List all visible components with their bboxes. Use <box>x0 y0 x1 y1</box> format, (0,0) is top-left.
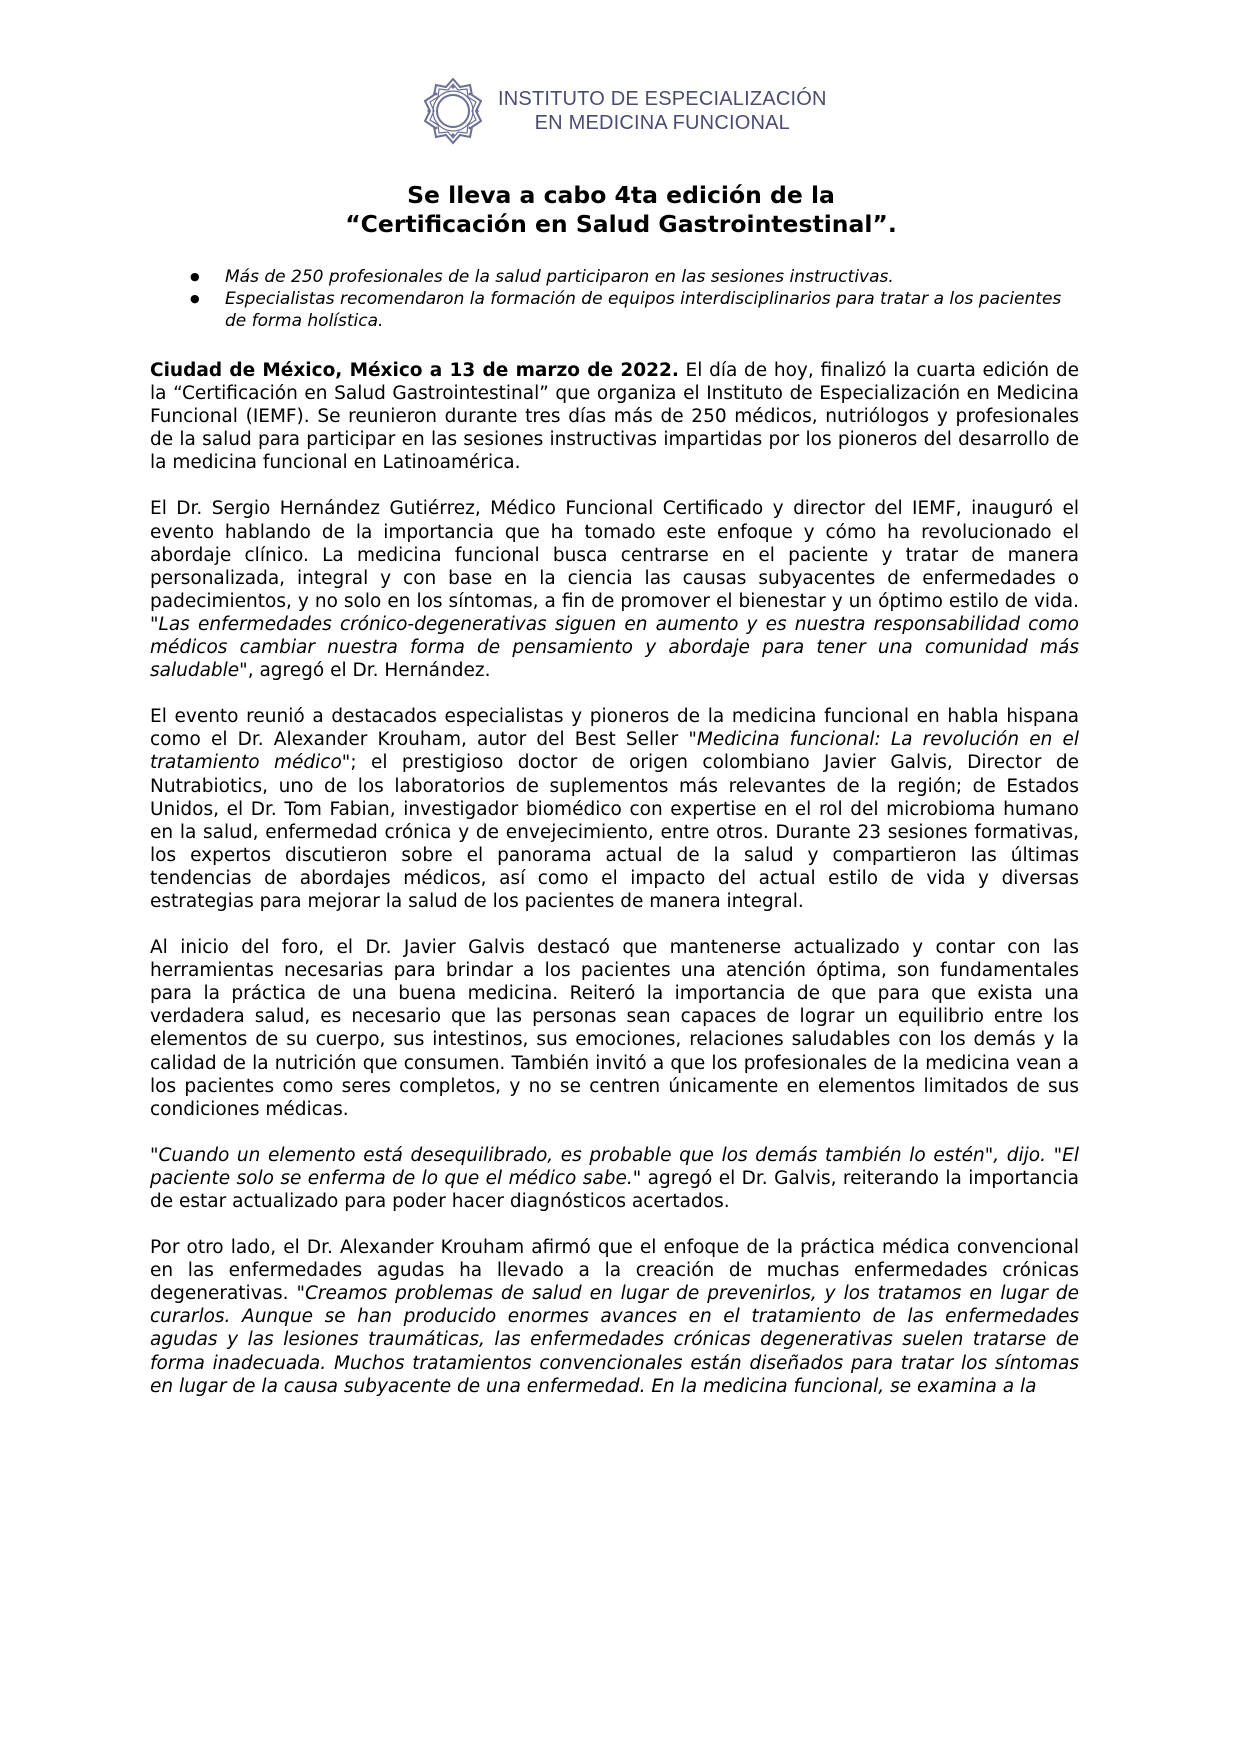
institute-name <box>498 87 827 135</box>
quote-krouham: "Creamos problemas de salud en lugar de prevenirlos, y los tratamos en lugar de curarlos. Aunque se han producido enormes avances en el tratamiento de las enfermedades agudas y las lesiones traumáticas, las enfermedades crónicas degenerativas suelen tratarse de forma inadecuada. Muchos tratamientos convencionales están diseñados para tratar los síntomas en lugar de la causa subyacente de una enfermedad. En la medicina funcional, se examina a la <box>150 1283 1079 1397</box>
press-release-title <box>0 181 1242 239</box>
highlight-item: ● Especialistas recomendaron la formación de equipos interdisciplinarios para tratar a los pacientes de forma holística. <box>188 288 1068 332</box>
paragraph-galvis-quote <box>150 1144 1079 1213</box>
title-line1: Se lleva a cabo 4ta edición de la <box>407 181 835 209</box>
paragraph-intro <box>150 359 1079 474</box>
paragraph-galvis <box>150 936 1079 1121</box>
quote-hernandez: "Las enfermedades crónico-degenerativas siguen en aumento y es nuestra responsabilidad como médicos cambiar nuestra forma de pensamiento y abordaje para tener una comunidad más saludable" <box>150 613 1079 682</box>
paragraph-text: , agregó el Dr. Hernández. <box>247 660 491 682</box>
paragraph-text: ; el prestigioso doctor de origen colombiano Javier Galvis, Director de Nutrabiotics, uno de los laboratorios de suplementos más relevantes de la región; de Estados Unidos, el Dr. Tom Fabian, investigador biomédico con expertise en el rol del microbioma humano en la salud, enfermedad crónica y de envejecimiento, entre otros. Durante 23 sesiones formativas, los expertos discutieron sobre el panorama actual de la salud y compartieron las últimas tendencias de abordajes médicos, así como el impacto del actual estilo de vida y diversas estrategias para mejorar la salud de los pacientes de manera integral. <box>150 752 1079 912</box>
institute-name-line2: EN MEDICINA FUNCIONAL <box>534 112 790 134</box>
paragraph-text: agregó el Dr. Galvis, reiterando la importancia de estar actualizado para poder hacer diagnósticos acertados. <box>150 1167 1080 1212</box>
paragraph-inauguration <box>150 497 1079 682</box>
institute-logo <box>420 75 827 147</box>
paragraph-krouham <box>150 1236 1079 1398</box>
paragraph-text: Por otro lado, el Dr. Alexander Krouham afirmó que el enfoque de la práctica médica convencional en las enfermedades agudas ha llevado a la creación de muchas enfermedades crónicas degenerativas. <box>150 1237 1079 1305</box>
paragraph-text: Al inicio del foro, el Dr. Javier Galvis destacó que mantenerse actualizado y contar con las herramientas necesarias para brindar a los pacientes una atención óptima, son fundamentales para la práctica de una buena medicina. Reiteró la importancia de que para que exista una verdadera salud, es necesario que las personas sean capaces de lograr un equilibrio entre los elementos de su cuerpo, sus intestinos, sus emociones, relaciones saludables con los demás y la calidad de la nutrición que consumen. También invitó a que los profesionales de la medicina vean a los pacientes como seres completos, y no se centren únicamente en elementos limitados de sus condiciones médicas. <box>150 937 1079 1120</box>
quote-galvis: "Cuando un elemento está desequilibrado, es probable que los demás también lo estén", dijo. "El paciente solo se enferma de lo que el médico sabe." <box>150 1144 1079 1189</box>
paragraph-text: El evento reunió a destacados especialistas y pioneros de la medicina funcional en habla hispana como el Dr. Alexander Krouham, autor del Best Seller <box>150 706 1079 751</box>
paragraph-text: El Dr. Sergio Hernández Gutiérrez, Médico Funcional Certificado y director del IEMF, inauguró el evento hablando de la importancia que ha tomado este enfoque y cómo ha revolucionado el abordaje clínico. La medicina funcional busca centrarse en el paciente y tratar de manera personalizada, integral y con base en la ciencia las causas subyacentes de enfermedades o padecimientos, y no solo en los síntomas, a fin de promover el bienestar y un óptimo estilo de vida. <box>150 498 1079 612</box>
dateline: Ciudad de México, México a 13 de marzo de 2022. <box>150 360 679 381</box>
book-title: "Medicina funcional: La revolución en el tratamiento médico" <box>150 729 1079 774</box>
article-body <box>150 359 1079 1421</box>
title-line2: “Certificación en Salud Gastrointestinal”. <box>345 210 897 238</box>
highlights-list <box>188 266 1068 332</box>
paragraph-text: El día de hoy, finalizó la cuarta edición de la “Certificación en Salud Gastrointestinal” que organiza el Instituto de Especialización en Medicina Funcional (IEMF). Se reunieron durante tres días más de 250 médicos, nutriólogos y profesionales de la salud para participar en las sesiones instructivas impartidas por los pioneros del desarrollo de la medicina funcional en Latinoamérica. <box>150 360 1079 474</box>
mandala-ring-icon <box>420 75 486 147</box>
institute-name-line1: INSTITUTO DE ESPECIALIZACIÓN <box>498 88 827 110</box>
paragraph-speakers <box>150 705 1079 913</box>
highlight-item: ● Más de 250 profesionales de la salud participaron en las sesiones instructivas. <box>188 266 1068 288</box>
